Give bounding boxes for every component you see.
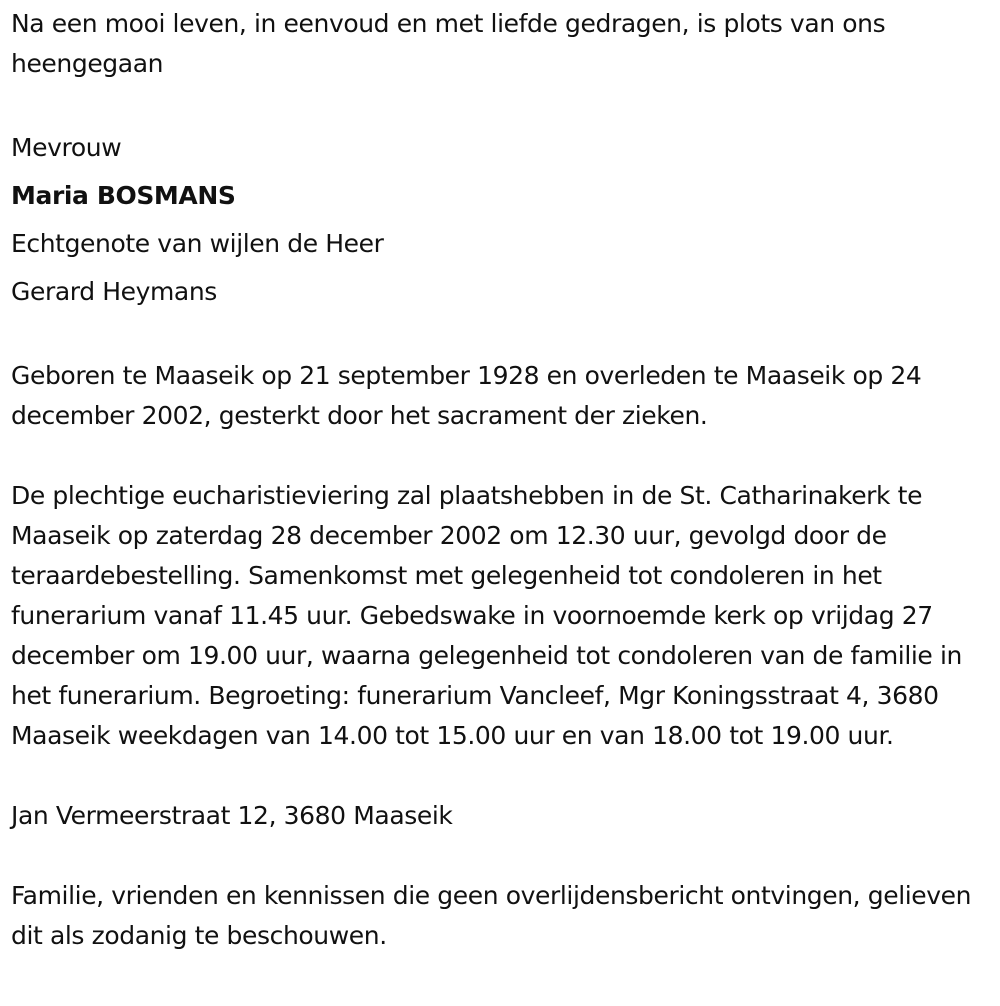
closing-paragraph: Familie, vrienden en kennissen die geen overlijdensbericht ontvingen, gelieven dit als zodanig te beschouwen. <box>11 881 972 950</box>
spacer <box>11 84 991 124</box>
intro-paragraph: Na een mooi leven, in eenvoud en met liefde gedragen, is plots van ons heengegaan <box>11 9 886 78</box>
home-address: Jan Vermeerstraat 12, 3680 Maaseik <box>11 801 453 830</box>
birth-death-paragraph: Geboren te Maaseik op 21 september 1928 en overleden te Maaseik op 24 december 2002, gesterkt door het sacrament der zieken. <box>11 361 922 430</box>
relation-line: Echtgenote van wijlen de Heer <box>11 229 384 258</box>
deceased-name: Maria BOSMANS <box>11 181 236 210</box>
spacer <box>11 756 991 796</box>
spacer <box>11 836 991 876</box>
spacer <box>11 316 991 356</box>
ceremony-paragraph: De plechtige eucharistieviering zal plaatshebben in de St. Catharinakerk te Maaseik op zaterdag 28 december 2002 om 12.30 uur, gevolgd door de teraardebestelling. Samenkomst met gelegenheid tot condoleren in het funerarium vanaf 11.45 uur. Gebedswake in voornoemde kerk op vrijdag 27 december om 19.00 uur, waarna gelegenheid tot condoleren van de familie in het funerarium. Begroeting: funerarium Vancleef, Mgr Koningsstraat 4, 3680 Maaseik weekdagen van 14.00 tot 15.00 uur en van 18.00 tot 19.00 uur. <box>11 481 962 750</box>
salutation: Mevrouw <box>11 133 122 162</box>
spouse-name: Gerard Heymans <box>11 277 217 306</box>
spacer <box>11 436 991 476</box>
obituary-notice <box>11 4 991 956</box>
